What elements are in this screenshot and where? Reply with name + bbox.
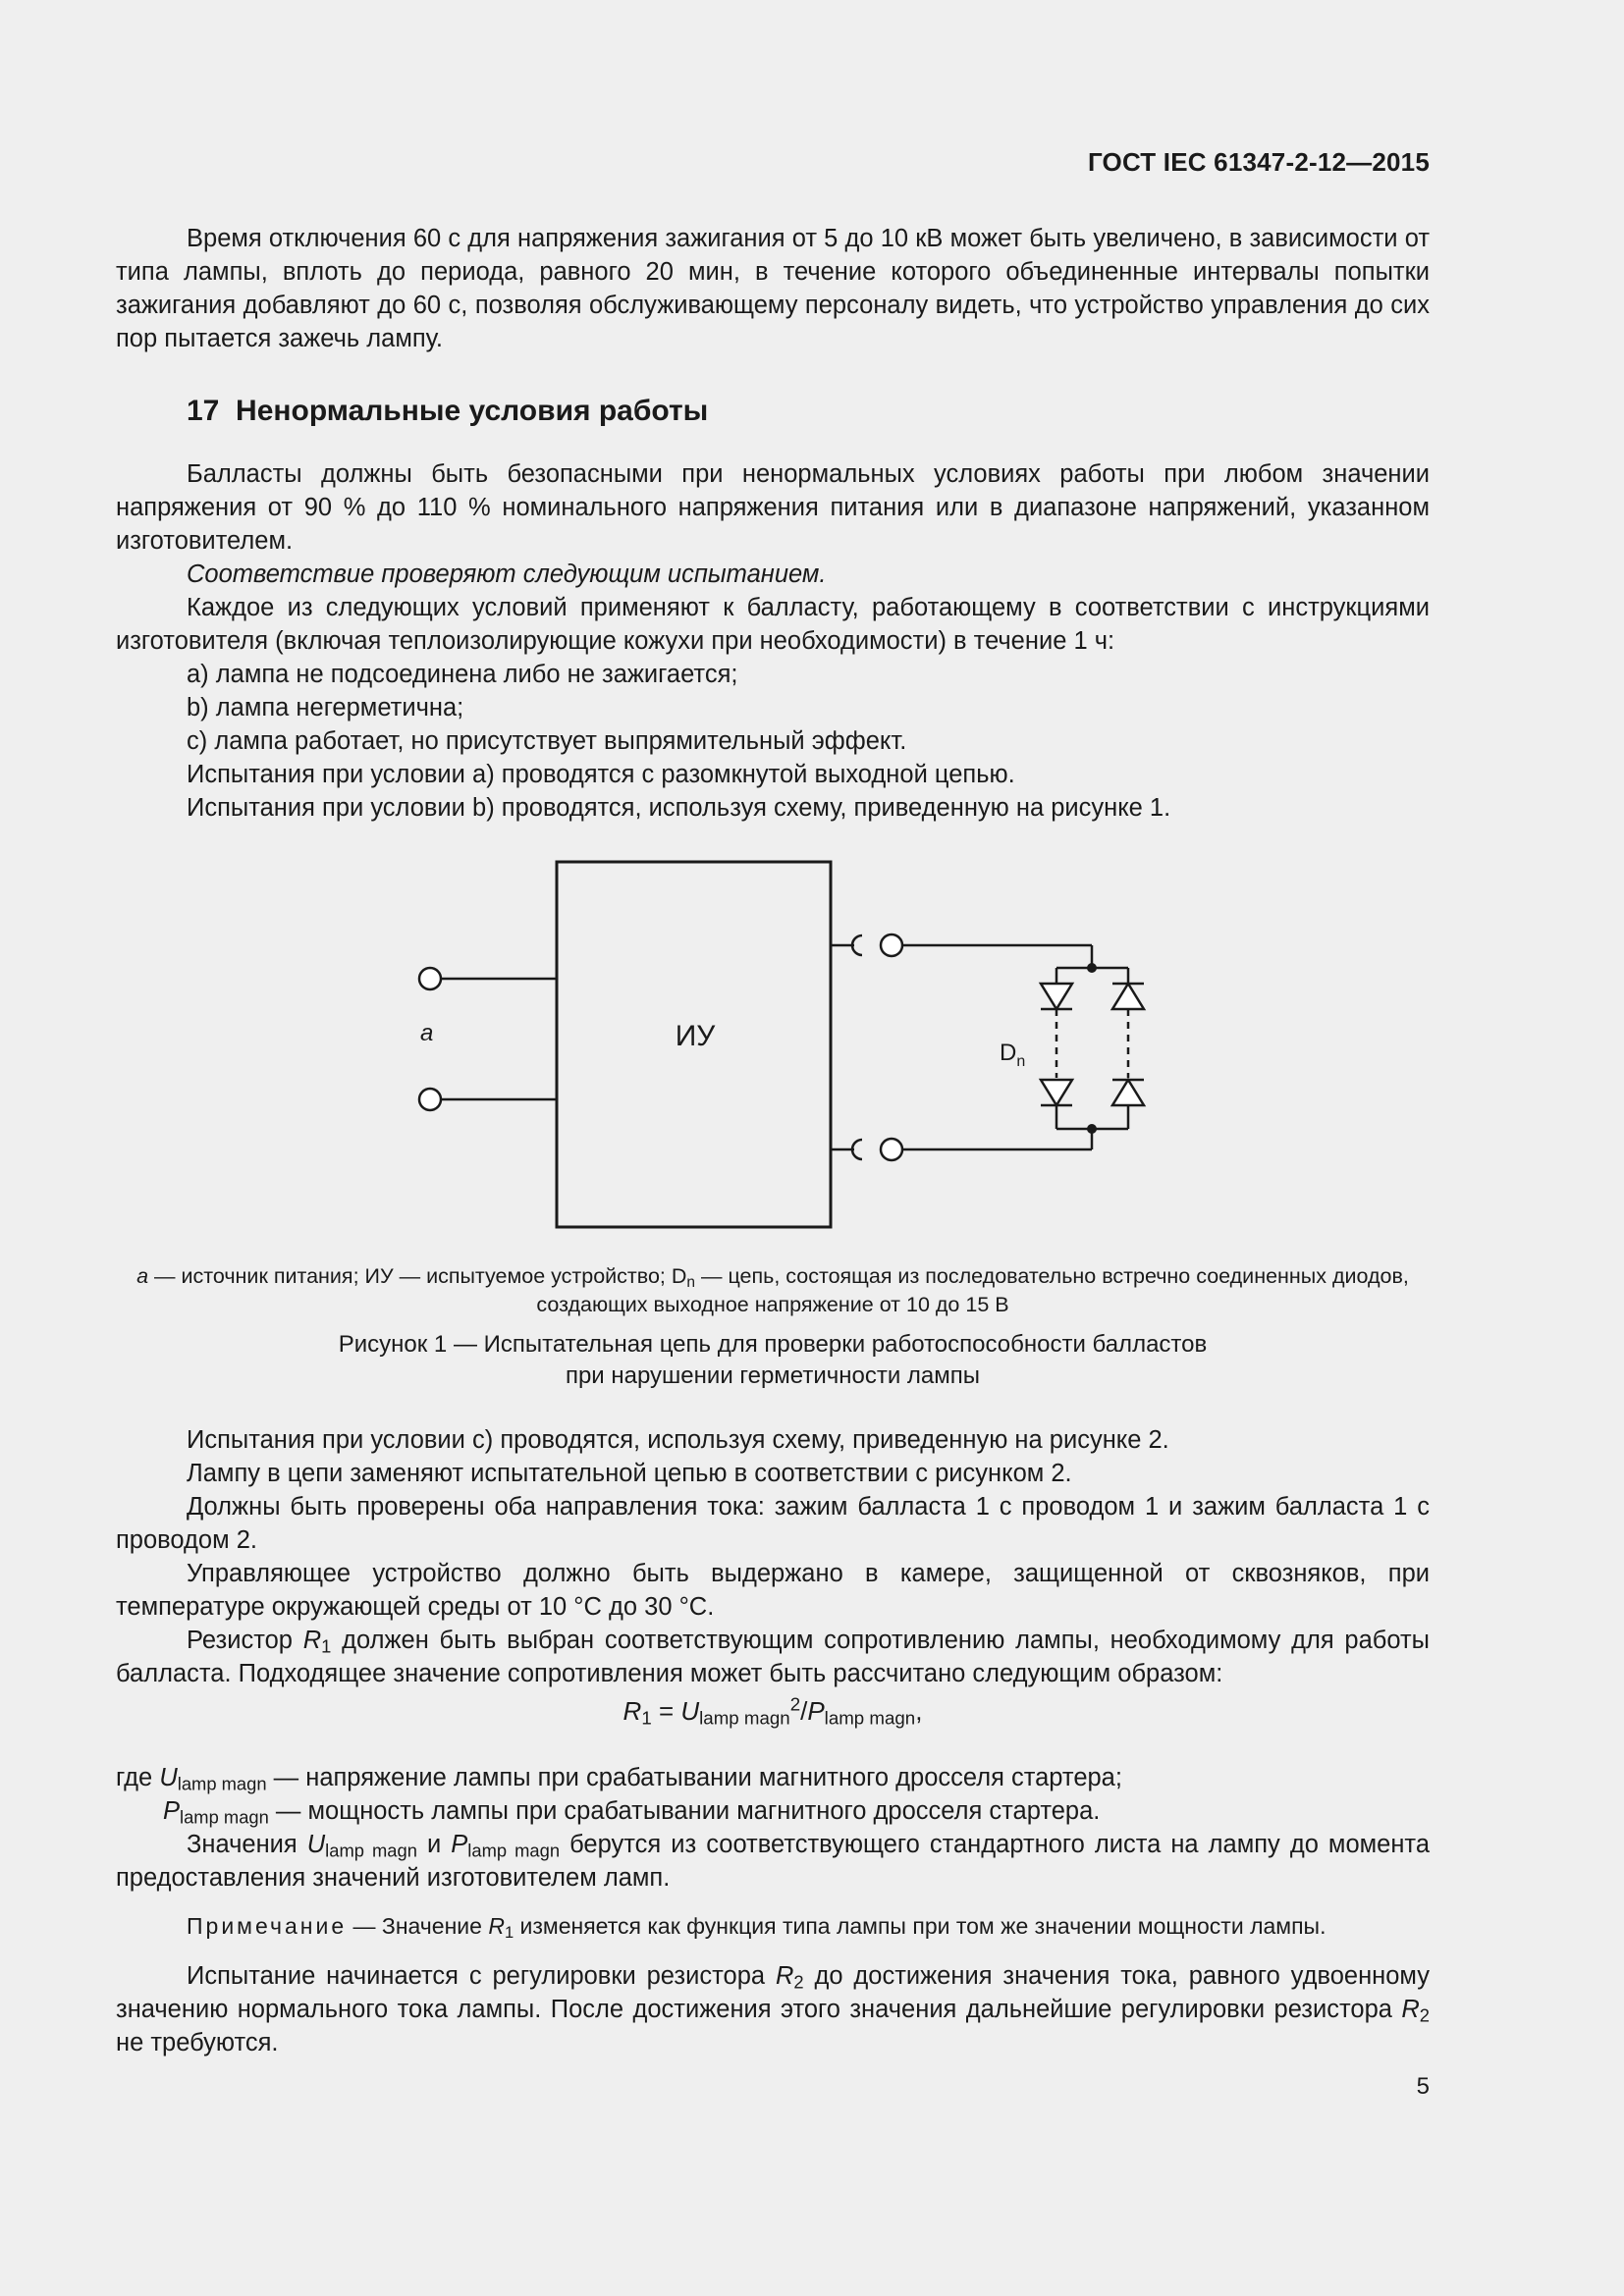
output-terminal-bottom (881, 1139, 902, 1160)
legend-line-2: создающих выходное напряжение от 10 до 15 В (536, 1293, 1009, 1316)
intro-section (116, 222, 1430, 355)
paragraph-resistor: Резистор $R_1$ должен быть выбран соответствующим сопротивлению лампы, необходимому для работы балласта. Подходящее значение сопротивления может быть рассчитано следующим образом: (116, 1627, 1430, 1687)
paragraph-test-b: Испытания при условии b) проводятся, используя схему, приведенную на рисунке 1. (187, 794, 1171, 822)
diode-left-top (1041, 984, 1072, 1009)
paragraph-regulation: Испытание начинается с регулировки резистора $R_2$ до достижения значения тока, равного удвоенному значению нормального тока лампы. После достижения этого значения дальнейшие регулировки резистора $R_2$ не требуются. (116, 1962, 1430, 2056)
section-title: Ненормальные условия работы (236, 395, 709, 427)
paragraph-compliance: Соответствие проверяют следующим испытанием. (187, 561, 827, 588)
section-number: 17 (187, 395, 220, 427)
paragraph-1: Балласты должны быть безопасными при ненормальных условиях работы при любом значении напряжения от 90 % до 110 % номинального напряжения питания или в диапазоне напряжений, указанном изготовителем. (116, 460, 1430, 555)
definitions (116, 1761, 1430, 1895)
device-label: ИУ (675, 1020, 716, 1052)
note (116, 1910, 1430, 1942)
intro-paragraph: Время отключения 60 с для напряжения зажигания от 5 до 10 кВ может быть увеличено, в зависимости от типа лампы, вплоть до периода, равного 20 мин, в течение которого объединенные интервалы попытки зажигания добавляют до 60 с, позволяя обслуживающему персоналу видеть, что устройство управления до сих пор пытается зажечь лампу. (116, 225, 1430, 352)
diodes-label: $D_n$ (1000, 1040, 1026, 1070)
definition-u: где $U_{lamp magn}$ — напряжение лампы при срабатывании магнитного дросселя стартера; (116, 1764, 1122, 1794)
paragraph-conditions: Каждое из следующих условий применяют к балласту, работающему в соответствии с инструкциями изготовителя (включая теплоизолирующие кожухи при необходимости) в течение 1 ч: (116, 594, 1430, 655)
figure-title-line-1: Рисунок 1 — Испытательная цепь для проверки работоспособности балластов (338, 1331, 1208, 1358)
figure-1-title (108, 1329, 1437, 1392)
page-number: 5 (1416, 2073, 1430, 2100)
diode-right-bottom (1112, 1080, 1144, 1105)
note-text: Примечание — Значение $R_1$ изменяется как функция типа лампы при том же значении мощности лампы. (187, 1913, 1326, 1943)
figure-1-legend (108, 1262, 1437, 1319)
diode-right-top (1112, 984, 1144, 1009)
after-figure-section (116, 1423, 1430, 1690)
list-item-b: b) лампа негерметична; (187, 694, 464, 721)
final-section (116, 1959, 1430, 2059)
section-body (116, 457, 1430, 825)
paragraph-replace-lamp: Лампу в цепи заменяют испытательной цепью в соответствии с рисунком 2. (187, 1460, 1072, 1487)
source-label: a (420, 1020, 434, 1046)
section-heading (187, 395, 708, 428)
diode-left-bottom (1041, 1080, 1072, 1105)
list-item-c: c) лампа работает, но присутствует выпрямительный эффект. (187, 727, 907, 755)
formula-r1: $R_1 = U_{lamp magn}^2/P_{lamp magn}$, (623, 1693, 923, 1729)
input-terminal-top (419, 968, 441, 989)
figure-title-line-2: при нарушении герметичности лампы (565, 1362, 981, 1389)
definition-p: $P_{lamp magn}$ — мощность лампы при срабатывании магнитного дросселя стартера. (163, 1797, 1101, 1828)
input-terminal-bottom (419, 1089, 441, 1110)
output-terminal-top (881, 934, 902, 956)
paragraph-current-directions: Должны быть проверены оба направления тока: зажим балласта 1 с проводом 1 и зажим балласта 1 с проводом 2. (116, 1493, 1430, 1554)
paragraph-values-source: Значения $U_{lamp magn}$ и $P_{lamp magn}$ берутся из соответствующего стандартного листа на лампу до момента предоставления значений изготовителем ламп. (116, 1831, 1431, 1892)
legend-line-1: a — источник питания; ИУ — испытуемое устройство; $D_n$ — цепь, состоящая из последовательно встречно соединенных диодов, (136, 1264, 1409, 1291)
figure-1-circuit (393, 844, 1178, 1237)
document-header: ГОСТ IEC 61347-2-12—2015 (1087, 147, 1430, 177)
paragraph-chamber: Управляющее устройство должно быть выдержано в камере, защищенной от сквозняков, при температуре окружающей среды от 10 °C до 30 °C. (116, 1560, 1430, 1621)
paragraph-test-c: Испытания при условии c) проводятся, используя схему, приведенную на рисунке 2. (187, 1426, 1169, 1454)
list-item-a: a) лампа не подсоединена либо не зажигается; (187, 661, 738, 688)
paragraph-test-a: Испытания при условии a) проводятся с разомкнутой выходной цепью. (187, 761, 1015, 788)
